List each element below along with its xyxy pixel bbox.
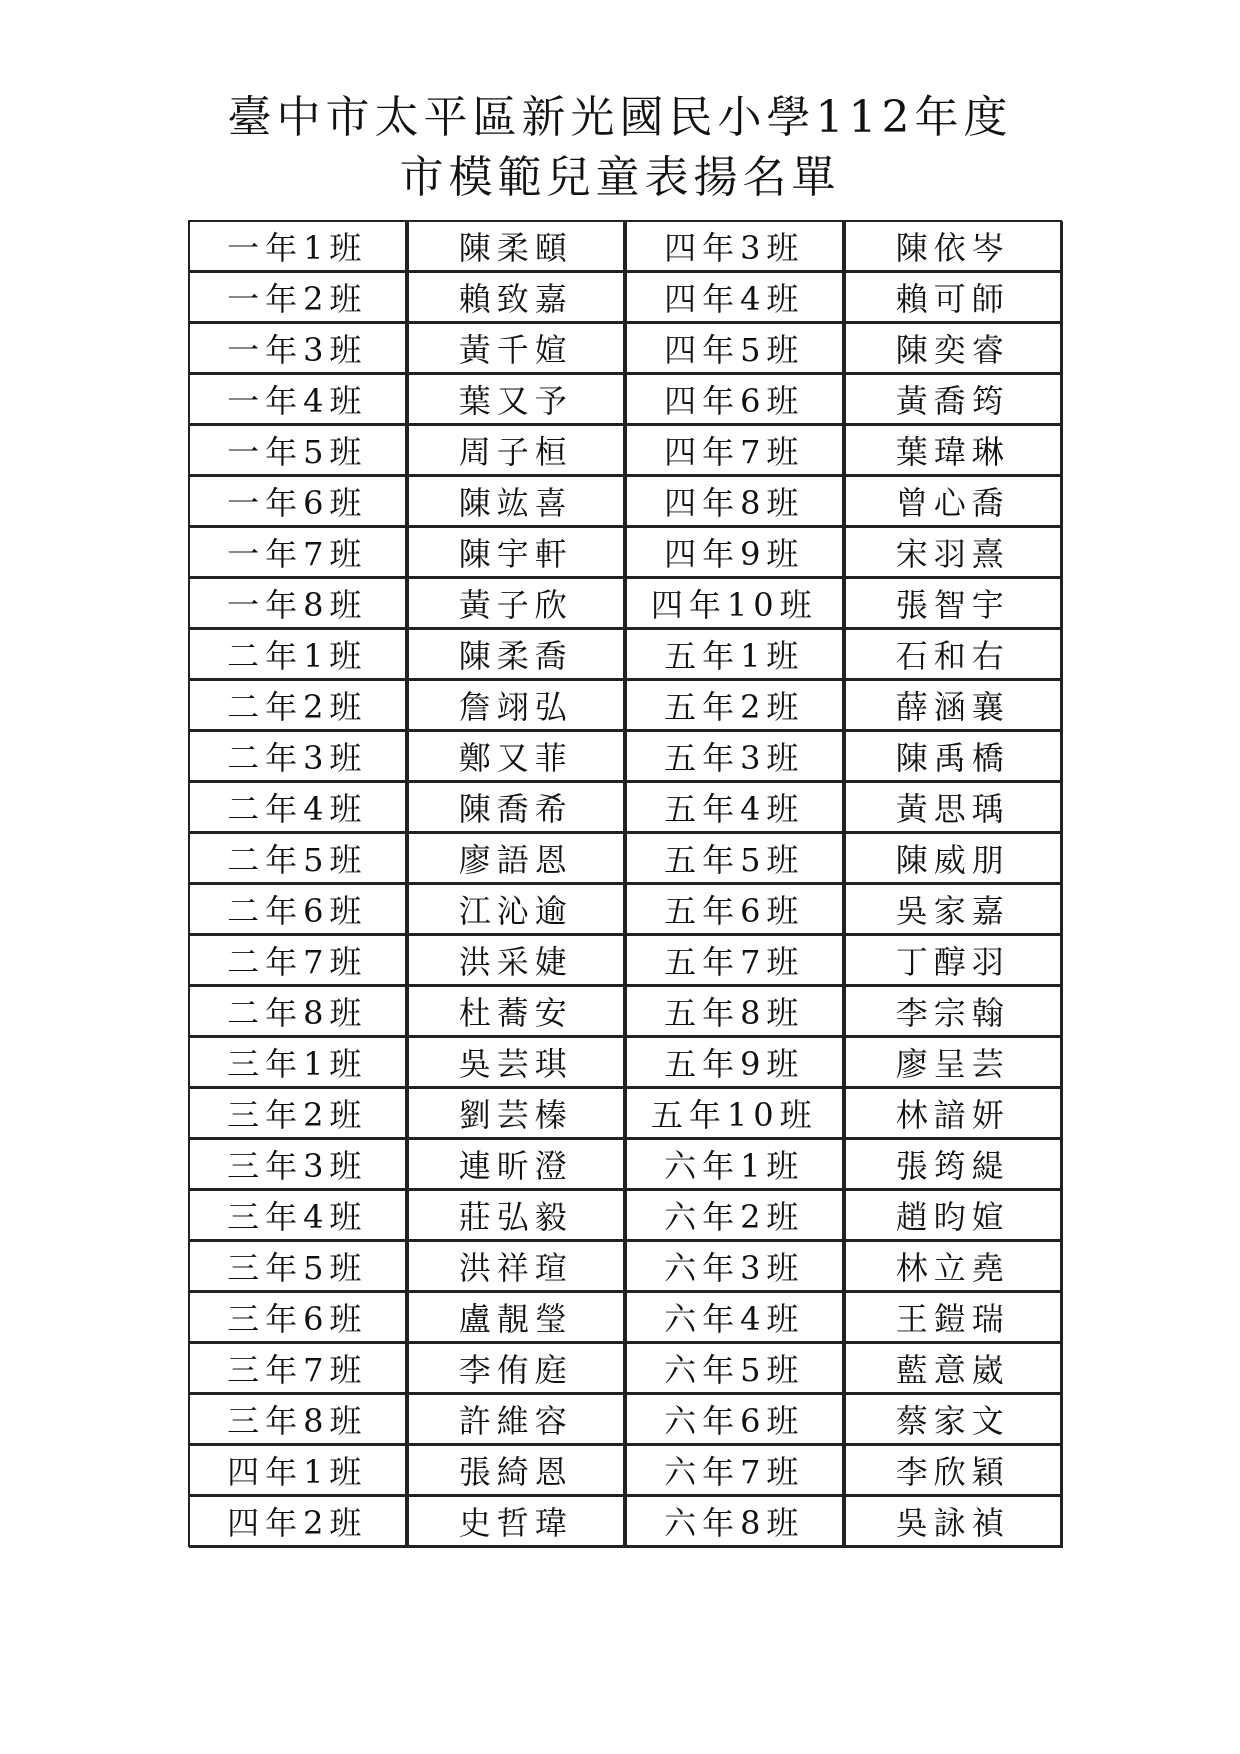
document-title: 臺中市太平區新光國民小學112年度: [227, 92, 1013, 143]
class-cell: 五年9班: [625, 1037, 844, 1088]
class-cell: 五年3班: [625, 731, 844, 782]
student-name-cell: 葉又予: [407, 374, 626, 425]
student-name-cell: 廖呈芸: [844, 1037, 1063, 1088]
class-cell: 六年1班: [625, 1139, 844, 1190]
student-name-cell: 陳依岑: [844, 220, 1063, 272]
class-cell: 一年2班: [188, 272, 407, 323]
class-cell: 二年5班: [188, 833, 407, 884]
table-row: [188, 1292, 1062, 1343]
class-cell: 五年10班: [625, 1088, 844, 1139]
table-row: [188, 1445, 1062, 1496]
student-name-cell: 曾心喬: [844, 476, 1063, 527]
class-cell: 五年6班: [625, 884, 844, 935]
student-name-cell: 李侑庭: [407, 1343, 626, 1394]
student-name-cell: 史哲瑋: [407, 1496, 626, 1547]
student-name-cell: 李欣穎: [844, 1445, 1063, 1496]
class-cell: 三年6班: [188, 1292, 407, 1343]
class-cell: 一年5班: [188, 425, 407, 476]
student-name-cell: 藍意崴: [844, 1343, 1063, 1394]
student-name-cell: 張筠緹: [844, 1139, 1063, 1190]
table-row: [188, 1088, 1062, 1139]
table-row: [188, 272, 1062, 323]
student-name-cell: 薛涵襄: [844, 680, 1063, 731]
class-cell: 四年9班: [625, 527, 844, 578]
student-name-cell: 林諳妍: [844, 1088, 1063, 1139]
class-cell: 一年4班: [188, 374, 407, 425]
class-cell: 四年1班: [188, 1445, 407, 1496]
table-row: [188, 1139, 1062, 1190]
class-cell: 二年2班: [188, 680, 407, 731]
student-name-cell: 黃思瑀: [844, 782, 1063, 833]
class-cell: 二年8班: [188, 986, 407, 1037]
class-cell: 二年7班: [188, 935, 407, 986]
class-cell: 六年7班: [625, 1445, 844, 1496]
student-name-cell: 洪祥瑄: [407, 1241, 626, 1292]
student-name-cell: 賴致嘉: [407, 272, 626, 323]
student-name-cell: 吳芸琪: [407, 1037, 626, 1088]
class-cell: 六年4班: [625, 1292, 844, 1343]
class-cell: 五年5班: [625, 833, 844, 884]
student-name-cell: 賴可師: [844, 272, 1063, 323]
student-name-cell: 陳宇軒: [407, 527, 626, 578]
class-cell: 五年7班: [625, 935, 844, 986]
student-name-cell: 陳柔頤: [407, 220, 626, 272]
class-cell: 一年3班: [188, 323, 407, 374]
student-name-cell: 蔡家文: [844, 1394, 1063, 1445]
class-cell: 二年4班: [188, 782, 407, 833]
student-name-cell: 杜蕎安: [407, 986, 626, 1037]
class-cell: 一年6班: [188, 476, 407, 527]
table-row: [188, 833, 1062, 884]
student-name-cell: 張綺恩: [407, 1445, 626, 1496]
table-row: [188, 1037, 1062, 1088]
student-name-cell: 洪采婕: [407, 935, 626, 986]
table-row: [188, 731, 1062, 782]
class-cell: 三年8班: [188, 1394, 407, 1445]
class-cell: 四年10班: [625, 578, 844, 629]
student-name-cell: 宋羽熹: [844, 527, 1063, 578]
class-cell: 六年6班: [625, 1394, 844, 1445]
table-row: [188, 527, 1062, 578]
class-cell: 二年1班: [188, 629, 407, 680]
class-cell: 六年2班: [625, 1190, 844, 1241]
student-name-cell: 陳竑喜: [407, 476, 626, 527]
student-name-cell: 鄭又菲: [407, 731, 626, 782]
table-row: [188, 1394, 1062, 1445]
table-row: [188, 323, 1062, 374]
student-name-cell: 吳詠禎: [844, 1496, 1063, 1547]
student-name-cell: 連昕澄: [407, 1139, 626, 1190]
class-cell: 六年3班: [625, 1241, 844, 1292]
table-row: [188, 884, 1062, 935]
table-row: [188, 986, 1062, 1037]
class-cell: 三年5班: [188, 1241, 407, 1292]
student-name-cell: 黃子欣: [407, 578, 626, 629]
student-name-cell: 陳禹橋: [844, 731, 1063, 782]
honor-roster-table: [188, 220, 1062, 1547]
table-row: [188, 220, 1062, 272]
class-cell: 一年1班: [188, 220, 407, 272]
student-name-cell: 詹翊弘: [407, 680, 626, 731]
class-cell: 四年8班: [625, 476, 844, 527]
table-row: [188, 1241, 1062, 1292]
student-name-cell: 陳柔喬: [407, 629, 626, 680]
table-row: [188, 476, 1062, 527]
student-name-cell: 張智宇: [844, 578, 1063, 629]
class-cell: 二年6班: [188, 884, 407, 935]
table-row: [188, 1343, 1062, 1394]
student-name-cell: 莊弘毅: [407, 1190, 626, 1241]
student-name-cell: 趙昀媗: [844, 1190, 1063, 1241]
class-cell: 一年8班: [188, 578, 407, 629]
student-name-cell: 陳喬希: [407, 782, 626, 833]
table-row: [188, 578, 1062, 629]
table-row: [188, 1190, 1062, 1241]
table-row: [188, 782, 1062, 833]
class-cell: 一年7班: [188, 527, 407, 578]
class-cell: 五年8班: [625, 986, 844, 1037]
document-subtitle: 市模範兒童表揚名單: [399, 152, 841, 203]
class-cell: 五年2班: [625, 680, 844, 731]
roster-body: [188, 220, 1062, 1547]
class-cell: 三年1班: [188, 1037, 407, 1088]
class-cell: 三年3班: [188, 1139, 407, 1190]
class-cell: 四年6班: [625, 374, 844, 425]
class-cell: 六年8班: [625, 1496, 844, 1547]
student-name-cell: 黃千媗: [407, 323, 626, 374]
table-row: [188, 374, 1062, 425]
table-row: [188, 629, 1062, 680]
class-cell: 四年3班: [625, 220, 844, 272]
student-name-cell: 李宗翰: [844, 986, 1063, 1037]
student-name-cell: 江沁逾: [407, 884, 626, 935]
student-name-cell: 丁醇羽: [844, 935, 1063, 986]
table-row: [188, 425, 1062, 476]
table-row: [188, 935, 1062, 986]
class-cell: 四年5班: [625, 323, 844, 374]
class-cell: 三年4班: [188, 1190, 407, 1241]
student-name-cell: 葉瑋琳: [844, 425, 1063, 476]
student-name-cell: 林立堯: [844, 1241, 1063, 1292]
class-cell: 五年1班: [625, 629, 844, 680]
student-name-cell: 石和右: [844, 629, 1063, 680]
student-name-cell: 陳威朋: [844, 833, 1063, 884]
student-name-cell: 王鎧瑞: [844, 1292, 1063, 1343]
student-name-cell: 陳奕睿: [844, 323, 1063, 374]
student-name-cell: 吳家嘉: [844, 884, 1063, 935]
student-name-cell: 許維容: [407, 1394, 626, 1445]
table-row: [188, 1496, 1062, 1547]
class-cell: 二年3班: [188, 731, 407, 782]
class-cell: 四年2班: [188, 1496, 407, 1547]
student-name-cell: 黃喬筠: [844, 374, 1063, 425]
student-name-cell: 盧靚瑩: [407, 1292, 626, 1343]
document-header: [0, 88, 1240, 208]
class-cell: 三年7班: [188, 1343, 407, 1394]
student-name-cell: 周子桓: [407, 425, 626, 476]
class-cell: 六年5班: [625, 1343, 844, 1394]
class-cell: 三年2班: [188, 1088, 407, 1139]
student-name-cell: 劉芸榛: [407, 1088, 626, 1139]
table-row: [188, 680, 1062, 731]
class-cell: 四年7班: [625, 425, 844, 476]
student-name-cell: 廖語恩: [407, 833, 626, 884]
class-cell: 五年4班: [625, 782, 844, 833]
class-cell: 四年4班: [625, 272, 844, 323]
